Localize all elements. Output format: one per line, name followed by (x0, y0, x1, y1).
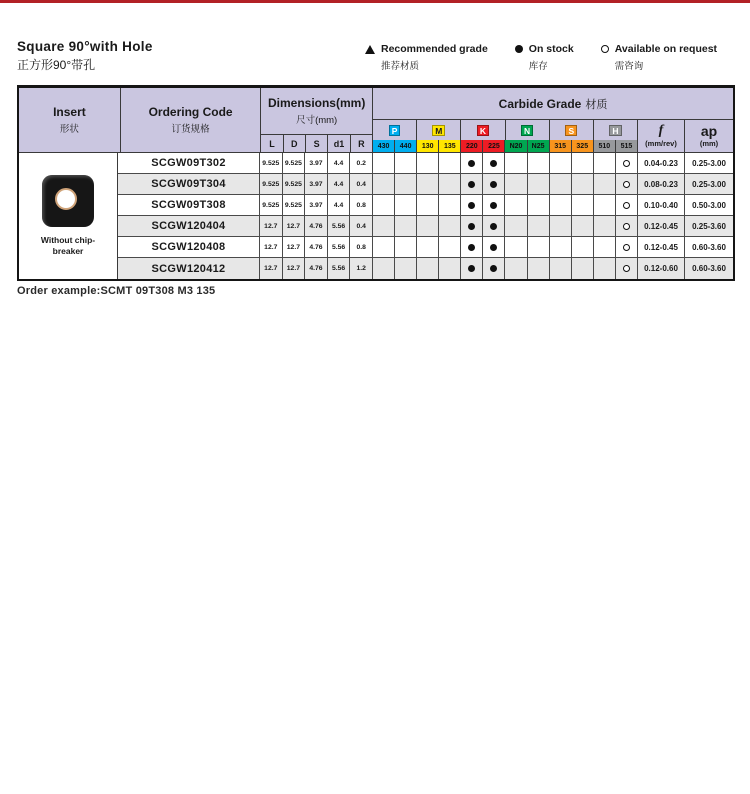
dim-S-SCGW120412: 4.76 (305, 258, 328, 279)
stock-mark-440-SCGW120412 (395, 258, 417, 279)
legend-on-stock-en: On stock (528, 43, 574, 55)
stock-mark-510-SCGW09T302 (594, 153, 616, 174)
dim-R-SCGW120408: 0.8 (350, 237, 373, 258)
stock-mark-315-SCGW09T304 (550, 174, 572, 195)
feed-range-SCGW120412: 0.12-0.60 (638, 258, 685, 279)
grade-col-430: 430 (373, 140, 395, 152)
order-example-text: Order example:SCMT 09T308 M3 135 (17, 285, 216, 297)
on-request-circle-icon (623, 244, 630, 251)
depth-range-SCGW09T304: 0.25-3.00 (685, 174, 733, 195)
grade-group-S (550, 120, 594, 140)
dimensions-SCGW09T308 (260, 195, 373, 216)
dim-L-SCGW120408: 12.7 (260, 237, 283, 258)
insert-hole (55, 188, 77, 210)
stock-mark-220-SCGW120404 (461, 216, 483, 237)
stock-mark-325-SCGW09T308 (572, 195, 594, 216)
dim-d1-SCGW09T304: 4.4 (328, 174, 351, 195)
stock-mark-315-SCGW120408 (550, 237, 572, 258)
stock-mark-135-SCGW09T308 (439, 195, 461, 216)
stock-mark-440-SCGW120408 (395, 237, 417, 258)
grade-group-P (373, 120, 417, 140)
stock-mark-N20-SCGW09T302 (505, 153, 527, 174)
insert-type-label: Without chip-breaker (40, 234, 96, 256)
table-row-SCGW09T308 (118, 195, 733, 216)
grade-col-220: 220 (461, 140, 483, 152)
ordering-code-SCGW09T304: SCGW09T304 (118, 174, 260, 195)
stock-mark-N25-SCGW09T302 (528, 153, 550, 174)
stock-mark-135-SCGW120408 (439, 237, 461, 258)
dim-D-SCGW09T308: 9.525 (283, 195, 306, 216)
dim-S-SCGW120408: 4.76 (305, 237, 328, 258)
dim-D-SCGW120404: 12.7 (283, 216, 306, 237)
grade-group-K (461, 120, 505, 140)
dim-L-SCGW09T304: 9.525 (260, 174, 283, 195)
stock-mark-N20-SCGW09T304 (505, 174, 527, 195)
on-stock-dot-icon (490, 223, 497, 230)
carbide-header-en: Carbide Grade (498, 96, 582, 111)
dim-L-SCGW120412: 12.7 (260, 258, 283, 279)
legend-recommended-en: Recommended grade (381, 43, 488, 55)
stock-mark-130-SCGW09T308 (417, 195, 439, 216)
ordering-header-en: Ordering Code (148, 105, 233, 119)
stock-mark-430-SCGW120412 (373, 258, 395, 279)
stock-mark-315-SCGW120404 (550, 216, 572, 237)
dimensions-SCGW09T304 (260, 174, 373, 195)
dim-R-SCGW09T308: 0.8 (350, 195, 373, 216)
feed-range-SCGW120408: 0.12-0.45 (638, 237, 685, 258)
dim-L-SCGW09T302: 9.525 (260, 153, 283, 174)
insert-column-header (19, 88, 121, 153)
on-stock-dot-icon (468, 265, 475, 272)
page-title (17, 39, 153, 73)
on-stock-dot-icon (515, 45, 523, 53)
grade-col-315: 315 (550, 140, 572, 152)
grade-marks-SCGW120412 (373, 258, 638, 279)
on-stock-dot-icon (468, 160, 475, 167)
feed-header-unit: (mm/rev) (645, 139, 677, 148)
grade-letter-badge-K: K (477, 125, 489, 136)
legend-on-request-zh: 需咨询 (614, 60, 644, 72)
stock-mark-N25-SCGW09T308 (528, 195, 550, 216)
grade-col-440: 440 (395, 140, 417, 152)
stock-mark-135-SCGW09T302 (439, 153, 461, 174)
stock-mark-315-SCGW120412 (550, 258, 572, 279)
depth-range-SCGW09T308: 0.50-3.00 (685, 195, 733, 216)
on-request-circle-icon (623, 223, 630, 230)
carbide-subheader-row (373, 120, 733, 153)
stock-mark-N25-SCGW120404 (528, 216, 550, 237)
grade-letter-badge-N: N (521, 125, 533, 136)
dim-R-SCGW120404: 0.4 (350, 216, 373, 237)
stock-mark-N20-SCGW120412 (505, 258, 527, 279)
table-row-SCGW120412 (118, 258, 733, 279)
grade-letter-badge-H: H (609, 125, 621, 136)
stock-mark-515-SCGW120408 (616, 237, 638, 258)
page-title-en: Square 90°with Hole (17, 39, 153, 54)
stock-mark-440-SCGW120404 (395, 216, 417, 237)
square-insert-image (42, 175, 94, 227)
ordering-header-zh: 订货规格 (171, 124, 210, 135)
stock-mark-315-SCGW09T302 (550, 153, 572, 174)
ordering-code-SCGW09T308: SCGW09T308 (118, 195, 260, 216)
dim-D-SCGW120412: 12.7 (283, 258, 306, 279)
grade-marks-SCGW120404 (373, 216, 638, 237)
stock-mark-325-SCGW09T302 (572, 153, 594, 174)
grade-group-M (417, 120, 461, 140)
stock-mark-510-SCGW120408 (594, 237, 616, 258)
depth-range-SCGW120412: 0.60-3.60 (692, 264, 726, 273)
grade-col-N25: N25 (528, 140, 550, 152)
on-stock-dot-icon (490, 265, 497, 272)
legend-available-on-request (601, 43, 717, 72)
carbide-header-zh: 材质 (585, 98, 608, 111)
on-stock-dot-icon (490, 244, 497, 251)
stock-mark-N25-SCGW120408 (528, 237, 550, 258)
legend-recommended-zh: 推荐材质 (381, 60, 420, 72)
dim-col-header-d1: d1 (328, 135, 350, 153)
dimensions-header (261, 88, 373, 135)
stock-mark-225-SCGW09T302 (483, 153, 505, 174)
dim-d1-SCGW09T302: 4.4 (328, 153, 351, 174)
dim-R-SCGW09T302: 0.2 (350, 153, 373, 174)
stock-mark-515-SCGW09T302 (616, 153, 638, 174)
stock-mark-440-SCGW09T302 (395, 153, 417, 174)
legend-on-request-en: Available on request (614, 43, 718, 55)
page-title-zh: 正方形90°带孔 (17, 58, 96, 72)
stock-mark-430-SCGW09T302 (373, 153, 395, 174)
grade-group-H (594, 120, 638, 140)
stock-mark-225-SCGW120404 (483, 216, 505, 237)
table-row-SCGW120408 (118, 237, 733, 258)
stock-mark-225-SCGW09T304 (483, 174, 505, 195)
on-request-circle-icon (623, 181, 630, 188)
depth-range-SCGW120408: 0.60-3.60 (685, 237, 733, 258)
dim-L-SCGW09T308: 9.525 (260, 195, 283, 216)
stock-mark-130-SCGW120408 (417, 237, 439, 258)
on-stock-dot-icon (468, 244, 475, 251)
stock-mark-220-SCGW09T308 (461, 195, 483, 216)
stock-mark-315-SCGW09T308 (550, 195, 572, 216)
stock-mark-220-SCGW09T304 (461, 174, 483, 195)
grade-col-N20: N20 (505, 140, 527, 152)
on-request-circle-icon (623, 265, 630, 272)
stock-mark-515-SCGW09T304 (616, 174, 638, 195)
stock-mark-N20-SCGW09T308 (505, 195, 527, 216)
carbide-grade-column-group (373, 88, 733, 153)
stock-mark-130-SCGW09T302 (417, 153, 439, 174)
grade-marks-SCGW120408 (373, 237, 638, 258)
stock-mark-135-SCGW120404 (439, 216, 461, 237)
grade-letter-row (373, 120, 638, 140)
legend-recommended-grade (365, 43, 488, 72)
dimension-subheader-row (261, 135, 373, 153)
on-request-circle-icon (623, 202, 630, 209)
insert-header-en: Insert (53, 105, 86, 119)
stock-mark-510-SCGW120412 (594, 258, 616, 279)
grade-letter-badge-P: P (389, 125, 401, 136)
table-header (19, 88, 733, 153)
table-body (19, 153, 733, 279)
dim-R-SCGW120412: 1.2 (350, 258, 373, 279)
ordering-code-SCGW09T302: SCGW09T302 (118, 153, 260, 174)
on-stock-dot-icon (468, 181, 475, 188)
dim-d1-SCGW09T308: 4.4 (328, 195, 351, 216)
depth-column-header (685, 120, 733, 153)
ordering-code-SCGW120404: SCGW120404 (118, 216, 260, 237)
grade-col-325: 325 (572, 140, 594, 152)
dim-D-SCGW09T304: 9.525 (283, 174, 306, 195)
stock-mark-220-SCGW120408 (461, 237, 483, 258)
grade-col-515: 515 (616, 140, 638, 152)
on-stock-dot-icon (468, 223, 475, 230)
grade-group-N (506, 120, 550, 140)
dim-D-SCGW09T302: 9.525 (283, 153, 306, 174)
stock-mark-220-SCGW09T302 (461, 153, 483, 174)
feed-range-SCGW09T304: 0.08-0.23 (638, 174, 685, 195)
stock-mark-325-SCGW120412 (572, 258, 594, 279)
dim-R-SCGW09T304: 0.4 (350, 174, 373, 195)
stock-mark-135-SCGW120412 (439, 258, 461, 279)
legend-on-stock (515, 43, 574, 72)
grade-number-row (373, 140, 638, 153)
recommended-triangle-icon (365, 45, 375, 54)
depth-range-SCGW09T302: 0.25-3.00 (685, 153, 733, 174)
stock-mark-130-SCGW120404 (417, 216, 439, 237)
dim-d1-SCGW120408: 5.56 (328, 237, 351, 258)
insert-header-zh: 形状 (59, 124, 79, 135)
insert-preview-cell (19, 153, 118, 279)
dimensions-SCGW09T302 (260, 153, 373, 174)
table-row-SCGW09T302 (118, 153, 733, 174)
dim-S-SCGW09T308: 3.97 (305, 195, 328, 216)
grade-col-130: 130 (417, 140, 439, 152)
dim-col-header-S: S (306, 135, 328, 153)
grade-col-135: 135 (439, 140, 461, 152)
dim-d1-SCGW120412: 5.56 (328, 258, 351, 279)
stock-mark-325-SCGW120404 (572, 216, 594, 237)
stock-mark-N25-SCGW09T304 (528, 174, 550, 195)
stock-mark-440-SCGW09T304 (395, 174, 417, 195)
stock-mark-515-SCGW120404 (616, 216, 638, 237)
dim-col-header-R: R (351, 135, 373, 153)
ordering-code-column-header (121, 88, 261, 153)
stock-mark-440-SCGW09T308 (395, 195, 417, 216)
page-top-red-rule (0, 0, 750, 3)
legend-on-stock-zh: 库存 (528, 60, 548, 72)
stock-mark-135-SCGW09T304 (439, 174, 461, 195)
grade-letter-badge-M: M (432, 125, 445, 136)
stock-mark-510-SCGW09T304 (594, 174, 616, 195)
stock-mark-325-SCGW120408 (572, 237, 594, 258)
dimensions-SCGW120404 (260, 216, 373, 237)
stock-mark-430-SCGW09T308 (373, 195, 395, 216)
carbide-grade-header (373, 88, 733, 120)
dimensions-SCGW120412 (260, 258, 373, 279)
stock-mark-N20-SCGW120404 (505, 216, 527, 237)
feed-range-SCGW09T308: 0.10-0.40 (638, 195, 685, 216)
dim-S-SCGW09T304: 3.97 (305, 174, 328, 195)
table-row-SCGW120404 (118, 216, 733, 237)
on-stock-dot-icon (490, 181, 497, 188)
stock-mark-225-SCGW120408 (483, 237, 505, 258)
ordering-code-SCGW120408: SCGW120408 (118, 237, 260, 258)
dim-col-header-L: L (261, 135, 283, 153)
dimensions-column-group (261, 88, 373, 153)
dimensions-SCGW120408 (260, 237, 373, 258)
feed-range-SCGW09T302: 0.04-0.23 (638, 153, 685, 174)
grade-marks-SCGW09T304 (373, 174, 638, 195)
stock-mark-225-SCGW09T308 (483, 195, 505, 216)
dim-S-SCGW120404: 4.76 (305, 216, 328, 237)
stock-mark-N20-SCGW120408 (505, 237, 527, 258)
depth-header-label: ap (700, 123, 718, 139)
grade-marks-SCGW09T302 (373, 153, 638, 174)
dim-S-SCGW09T302: 3.97 (305, 153, 328, 174)
table-body-rows (118, 153, 733, 279)
dim-d1-SCGW120404: 5.56 (328, 216, 351, 237)
on-stock-dot-icon (490, 160, 497, 167)
table-row-SCGW09T304 (118, 174, 733, 195)
dim-D-SCGW120408: 12.7 (283, 237, 306, 258)
on-request-circle-icon (601, 45, 609, 53)
stock-mark-325-SCGW09T304 (572, 174, 594, 195)
stock-mark-220-SCGW120412 (461, 258, 483, 279)
grade-marks-SCGW09T308 (373, 195, 638, 216)
grade-letter-badge-S: S (565, 125, 577, 136)
stock-mark-130-SCGW09T304 (417, 174, 439, 195)
on-stock-dot-icon (490, 202, 497, 209)
stock-mark-510-SCGW120404 (594, 216, 616, 237)
dim-col-header-D: D (284, 135, 306, 153)
dim-L-SCGW120404: 12.7 (260, 216, 283, 237)
stock-mark-515-SCGW09T308 (616, 195, 638, 216)
stock-mark-N25-SCGW120412 (528, 258, 550, 279)
on-stock-dot-icon (468, 202, 475, 209)
grade-col-225: 225 (483, 140, 505, 152)
dimensions-header-zh: 尺寸(mm) (296, 115, 338, 126)
feed-column-header (638, 120, 685, 153)
depth-range-SCGW120404: 0.25-3.60 (685, 216, 733, 237)
ordering-code-SCGW120412: SCGW120412 (118, 258, 260, 279)
depth-header-unit: (mm) (699, 139, 719, 148)
legend (365, 43, 717, 72)
dimensions-header-en: Dimensions(mm) (267, 96, 366, 110)
grade-col-510: 510 (594, 140, 616, 152)
on-request-circle-icon (623, 160, 630, 167)
stock-mark-430-SCGW120408 (373, 237, 395, 258)
stock-mark-225-SCGW120412 (483, 258, 505, 279)
stock-mark-430-SCGW120404 (373, 216, 395, 237)
stock-mark-515-SCGW120412 (616, 258, 638, 279)
feed-range-SCGW120404: 0.12-0.45 (638, 216, 685, 237)
stock-mark-510-SCGW09T308 (594, 195, 616, 216)
stock-mark-130-SCGW120412 (417, 258, 439, 279)
stock-mark-430-SCGW09T304 (373, 174, 395, 195)
feed-header-label: f (658, 123, 664, 138)
spec-table (17, 85, 735, 281)
grade-columns-head (373, 120, 638, 153)
